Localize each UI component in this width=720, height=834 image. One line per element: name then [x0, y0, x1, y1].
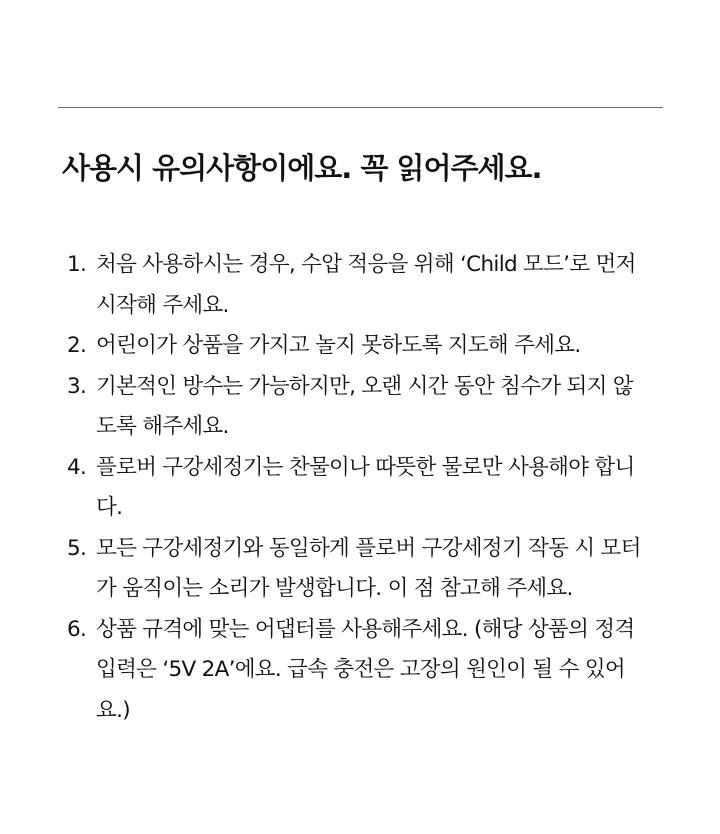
notice-text-line: 플로버 구강세정기는 찬물이나 따뜻한 물로만 사용해야 합니 — [96, 454, 635, 480]
top-divider — [58, 107, 663, 108]
notice-list — [0, 245, 720, 731]
notice-text-line: 처음 사용하시는 경우, 수압 적응을 위해 ‘Child 모드’로 먼저 — [96, 252, 636, 277]
notice-text-line: 상품 규격에 맞는 어댑터를 사용해주세요. (해당 상품의 정격 — [96, 616, 635, 642]
notice-text-line: 다. — [96, 495, 123, 520]
notice-text-line: 어린이가 상품을 가지고 놀지 못하도록 지도해 주세요. — [96, 333, 581, 358]
notice-number: 4. — [67, 454, 87, 480]
notice-number: 6. — [67, 616, 87, 642]
notice-text-line: 요.) — [96, 697, 130, 723]
notice-item-3 — [0, 367, 720, 448]
notice-text-line: 시작해 주세요. — [96, 292, 229, 318]
notice-text-line: 기본적인 방수는 가능하지만, 오랜 시간 동안 침수가 되지 않 — [96, 373, 633, 399]
notice-number: 1. — [67, 252, 87, 277]
notice-item-2 — [0, 326, 720, 367]
notice-item-1 — [0, 245, 720, 326]
notice-heading: 사용시 유의사항이에요. 꼭 읽어주세요. — [62, 151, 542, 185]
notice-item-6 — [0, 610, 720, 732]
notice-text-line: 가 움직이는 소리가 발생합니다. 이 점 참고해 주세요. — [96, 576, 573, 601]
notice-number: 2. — [67, 333, 87, 358]
notice-item-5 — [0, 529, 720, 610]
notice-text-line: 입력은 ‘5V 2A’에요. 급속 충전은 고장의 원인이 될 수 있어 — [96, 657, 625, 682]
notice-number: 3. — [67, 373, 87, 399]
notice-number: 5. — [67, 535, 87, 561]
notice-item-4 — [0, 448, 720, 529]
notice-text-line: 모든 구강세정기와 동일하게 플로버 구강세정기 작동 시 모터 — [96, 535, 641, 561]
notice-text-line: 도록 해주세요. — [96, 414, 229, 439]
